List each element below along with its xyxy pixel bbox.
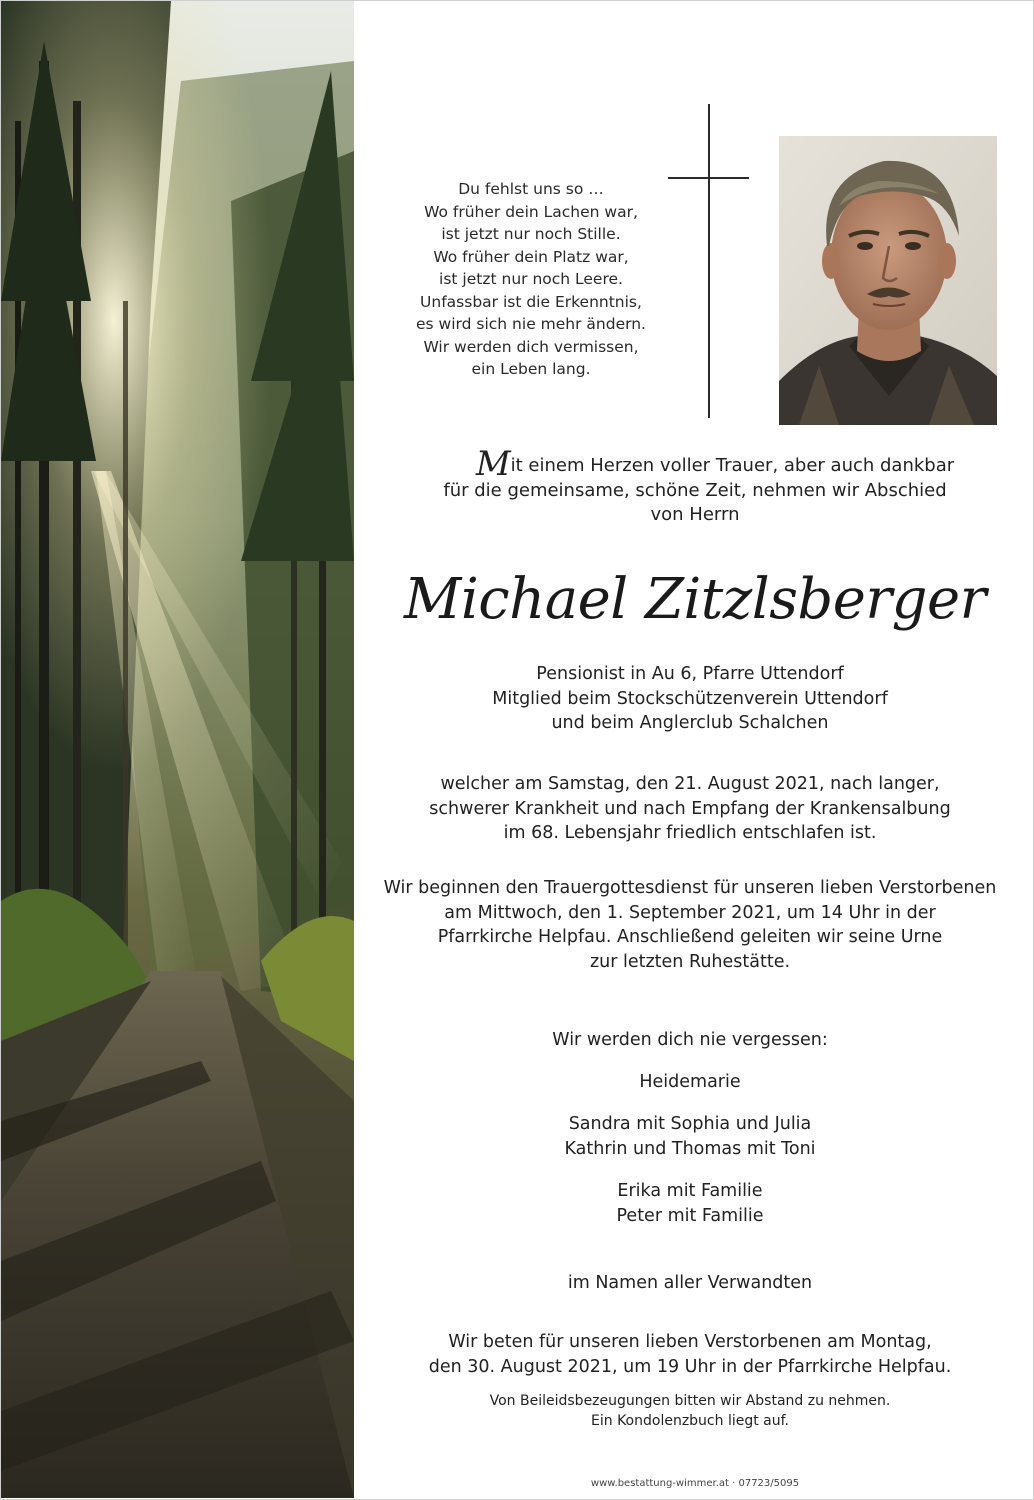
condolence-note — [380, 1392, 1000, 1431]
poem-line: Wir werden dich vermissen, — [423, 337, 639, 356]
mourner-wife — [380, 1070, 1000, 1095]
death-notice-line: im 68. Lebensjahr friedlich entschlafen ist. — [503, 823, 877, 844]
death-notice — [380, 772, 1000, 846]
occupation-line: Pensionist in Au 6, Pfarre Uttendorf — [536, 664, 844, 684]
mourner-siblings — [380, 1179, 1000, 1228]
intro-line-1-text: it einem Herzen voller Trauer, aber auch dankbar — [510, 455, 955, 476]
decorative-initial: M — [475, 444, 511, 484]
service-line: Wir beginnen den Trauergottesdienst für unseren lieben Verstorbenen — [383, 878, 997, 898]
death-notice-line: welcher am Samstag, den 21. August 2021, nach langer, — [440, 774, 940, 794]
poem-line: Wo früher dein Platz war, — [433, 247, 629, 266]
funeral-service-notice — [380, 876, 1000, 974]
cross-icon — [668, 104, 750, 418]
service-line: Pfarrkirche Helpfau. Anschließend geleiten wir seine Urne — [437, 927, 943, 948]
deceased-name: Michael Zitzlsberger — [404, 567, 986, 632]
mourner-name: Heidemarie — [639, 1072, 741, 1092]
mourner-relatives — [380, 1271, 1000, 1296]
poem-line: es wird sich nie mehr ändern. — [416, 315, 646, 333]
funeral-home-footer: www.bestattung-wimmer.at · 07723/5095 — [590, 1478, 800, 1489]
poem-line: ist jetzt nur noch Leere. — [439, 270, 623, 288]
prayer-line: Wir beten für unseren lieben Verstorbenen am Montag, — [448, 1332, 932, 1352]
occupation-block — [380, 662, 1000, 736]
relatives-text: im Namen aller Verwandten — [567, 1273, 813, 1293]
mourner-name: Erika mit Familie — [617, 1181, 763, 1201]
occupation-line: und beim Anglerclub Schalchen — [551, 713, 829, 734]
intro-line-1 — [400, 444, 990, 484]
service-line: zur letzten Ruhestätte. — [589, 951, 791, 972]
forest-path-photo — [1, 1, 354, 1498]
mourner-name: Kathrin und Thomas mit Toni — [564, 1138, 816, 1159]
poem-line: Du fehlst uns so … — [458, 180, 604, 198]
intro-line-2: für die gemeinsame, schöne Zeit, nehmen wir Abschied — [443, 479, 947, 501]
service-line: am Mittwoch, den 1. September 2021, um 14 Uhr in der — [444, 902, 936, 923]
occupation-line: Mitglied beim Stockschützenverein Uttendorf — [492, 688, 888, 709]
poem-line: ein Leben lang. — [471, 360, 591, 378]
poem-line: ist jetzt nur noch Stille. — [441, 225, 621, 243]
prayer-notice — [380, 1330, 1000, 1379]
note-line: Von Beileidsbezeugungen bitten wir Abstand zu nehmen. — [489, 1393, 891, 1409]
note-line: Ein Kondolenzbuch liegt auf. — [591, 1412, 789, 1429]
mourner-name: Peter mit Familie — [616, 1205, 764, 1226]
prayer-line: den 30. August 2021, um 19 Uhr in der Pfarrkirche Helpfau. — [428, 1356, 952, 1377]
deceased-portrait — [779, 136, 997, 425]
mourner-name: Sandra mit Sophia und Julia — [568, 1114, 812, 1134]
poem-line: Wo früher dein Lachen war, — [424, 202, 638, 221]
mourners-heading-text: Wir werden dich nie vergessen: — [552, 1030, 828, 1050]
death-notice-line: schwerer Krankheit und nach Empfang der Krankensalbung — [429, 798, 951, 819]
intro-text — [400, 444, 990, 528]
mourner-children — [380, 1112, 1000, 1161]
poem-line: Unfassbar ist die Erkenntnis, — [420, 292, 642, 311]
intro-line-3: von Herrn — [650, 504, 740, 525]
poem — [400, 178, 662, 381]
mourners-heading — [380, 1028, 1000, 1053]
